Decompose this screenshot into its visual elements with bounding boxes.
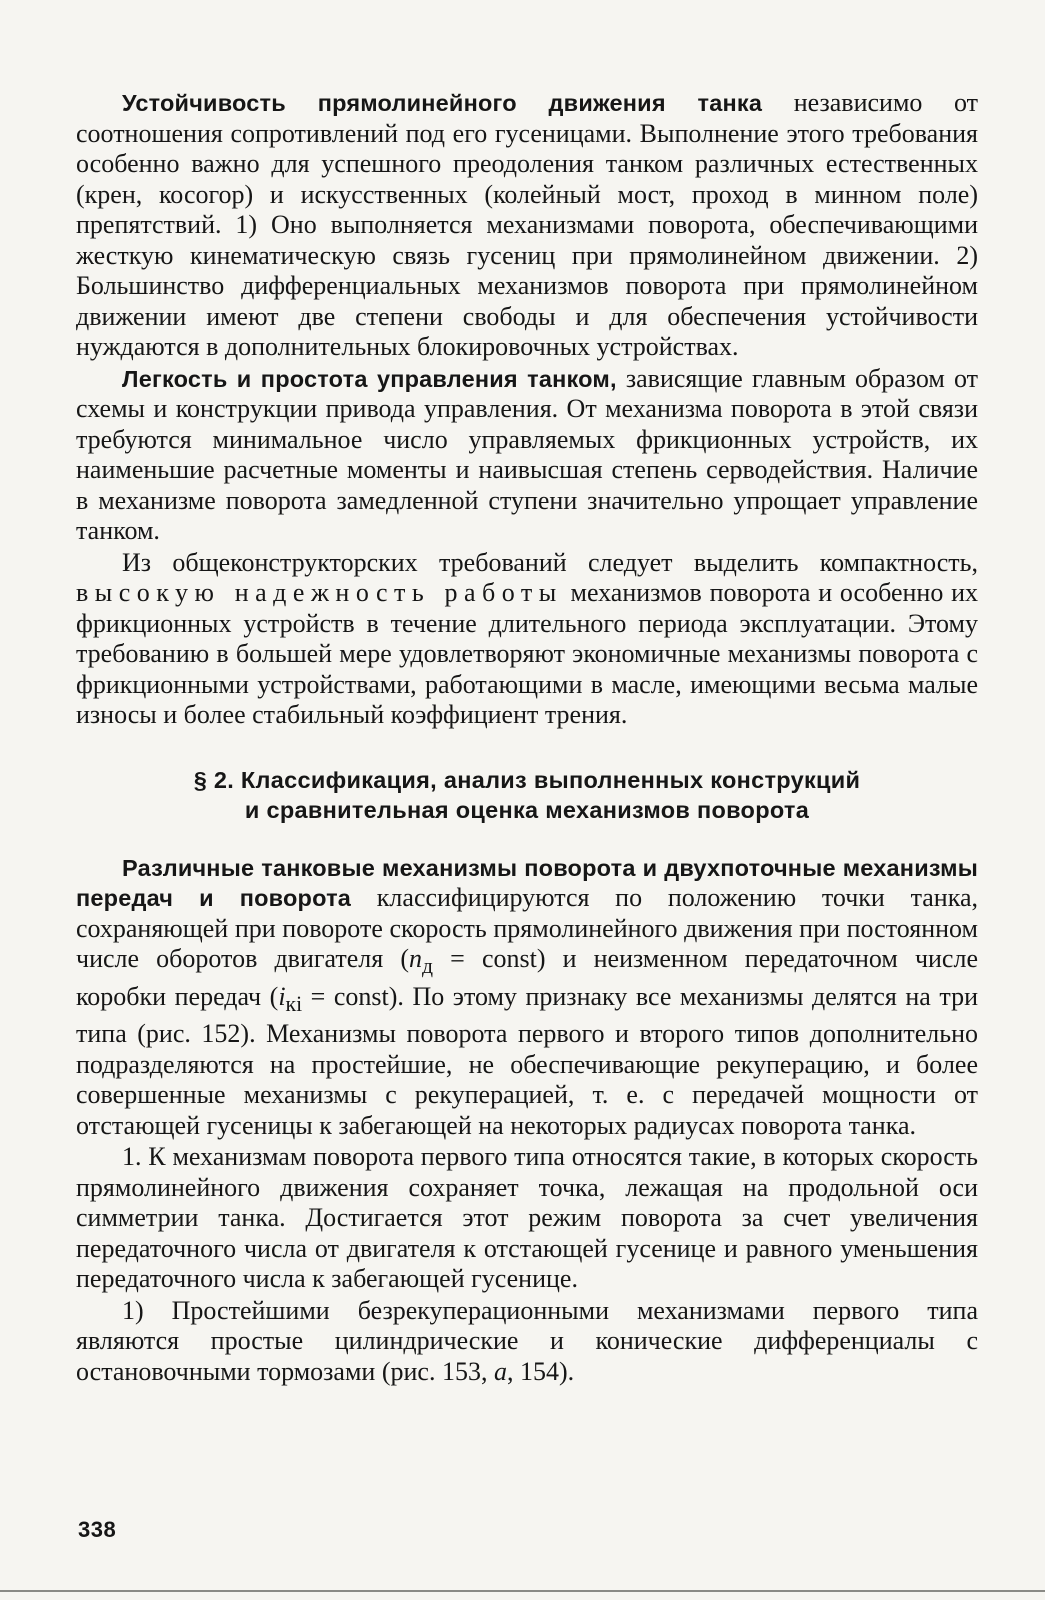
- paragraph-first-type: 1. К механизмам поворота первого типа относятся такие, в которых скорость прямолинейного движения сохраняет точка, лежащая на продольной оси симметрии танка. Достигается этот режим поворота за счет увеличения передаточного числа от двигателя к отстающей гусенице и равного уменьшения передаточного числа к забегающей гусенице.: [76, 1142, 978, 1294]
- paragraph-text: = const) и неизменном передаточном числе коробки передач (: [76, 944, 978, 1011]
- page-number: 338: [78, 1517, 117, 1542]
- formula-variable: i: [278, 981, 286, 1011]
- formula-subscript: д: [422, 954, 434, 979]
- paragraph-text: , 154).: [506, 1356, 575, 1386]
- paragraph-text: 1) Простейшими безрекуперационными механизмами первого типа являются простые цилиндрические и конические дифференциалы с остановочными тормозами (рис. 153,: [76, 1295, 978, 1386]
- paragraph-lead: Устойчивость прямолинейного движения танка: [122, 90, 763, 116]
- formula-variable: n: [409, 944, 423, 973]
- paragraph-design-requirements: [76, 548, 978, 731]
- page-body: [76, 88, 978, 1387]
- formula-subscript: кi: [285, 991, 303, 1016]
- figure-reference-letter: а: [493, 1356, 507, 1386]
- section-heading-line: § 2. Классификация, анализ выполненных конструкций: [193, 766, 861, 793]
- section-heading: [76, 765, 978, 825]
- paragraph-control: [76, 364, 978, 547]
- paragraph-simplest-mechanisms: [76, 1296, 978, 1388]
- paragraph-text: механизмов поворота и особенно их фрикционных устройств в течение длительного периода эксплуатации. Этому требованию в большей мере удовлетворяют экономичные механизмы поворота с фрикционными устройствами, работающими в масле, имеющими весьма малые износы и более стабильный коэффициент трения.: [76, 578, 978, 729]
- section-heading-line: и сравнительная оценка механизмов поворота: [244, 796, 810, 823]
- paragraph-classification: [76, 853, 978, 1142]
- paragraph-text: независимо от соотношения сопротивлений под его гусеницами. Выполнение этого требования особенно важно для успешного преодоления танком различных естественных (крен, косогор) и искусственных (колейный мост, проход в минном поле) препятствий. 1) Оно выполняется механизмами поворота, обеспечивающими жесткую кинематическую связь гусениц при прямолинейном движении. 2) Большинство дифференциальных механизмов поворота при прямолинейном движении имеют две степени свободы и для обеспечения устойчивости нуждаются в дополнительных блокировочных устройствах.: [76, 88, 978, 361]
- paragraph-lead: Различные танковые механизмы поворота и двухпоточные механизмы передач и поворота: [76, 854, 978, 911]
- paragraph-text: = const). По этому признаку все механизмы делятся на три типа (рис. 152). Механизмы поворота первого и второго типов дополнительно подразделяются на простейшие, не обеспечивающие рекуперацию, и более совершенные механизмы с рекуперацией, т. е. с передачей мощности от отстающей гусеницы к забегающей на некоторых радиусах поворота танка.: [76, 981, 978, 1140]
- paragraph-stability: [76, 88, 978, 363]
- paragraph-lead: Легкость и простота управления танком,: [122, 365, 617, 392]
- paragraph-text: зависящие главным образом от схемы и конструкции привода управления. От механизма поворота в этой связи требуются минимальное число управляемых фрикционных устройств, их наименьшие расчетные моменты и наивысшая степень серводействия. Наличие в механизме поворота замедленной ступени значительно упрощает управление танком.: [76, 363, 979, 545]
- paragraph-text: Из общеконструкторских требований следует выделить компактность,: [122, 547, 978, 577]
- emphasis-spaced-text: высокую надежность работы: [76, 578, 563, 607]
- bottom-divider: [0, 1590, 1045, 1592]
- paragraph-text: классифицируются по положению точки танка, сохраняющей при повороте скорость прямолинейного движения при постоянном числе оборотов двигателя (: [76, 883, 978, 973]
